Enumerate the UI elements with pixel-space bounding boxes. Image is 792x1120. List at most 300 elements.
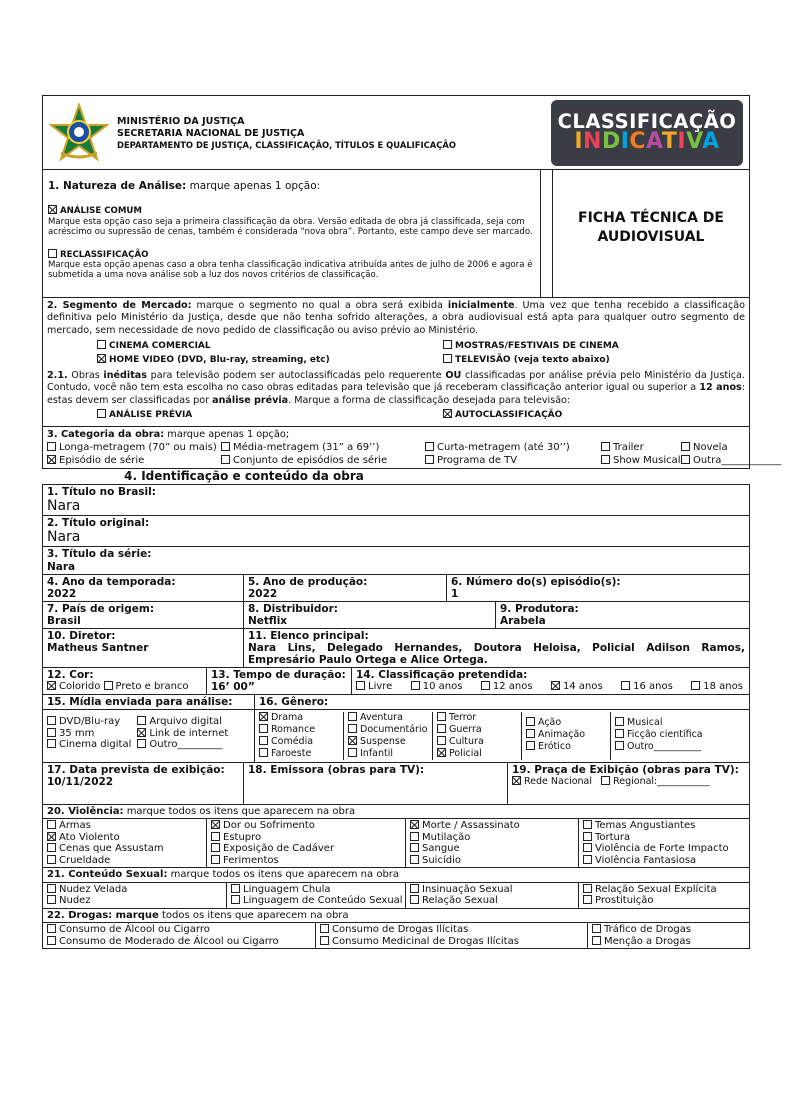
genre-option[interactable] (348, 736, 428, 748)
checkbox[interactable] (47, 895, 56, 904)
media-option[interactable] (137, 716, 228, 728)
checkbox[interactable] (437, 724, 446, 733)
option-label: Programa de TV (437, 454, 518, 466)
f5-label: 5. Ano de produção: (248, 575, 368, 588)
option-label: Documentário (360, 724, 428, 736)
option-label: 18 anos (703, 681, 743, 693)
s20-instr: marque todos os itens que aparecem na obra (126, 805, 356, 817)
checkbox[interactable] (583, 820, 592, 829)
s22-title: 22. Drogas: marque (47, 909, 159, 921)
option-label: 10 anos (422, 681, 463, 693)
genre-option[interactable] (348, 748, 428, 760)
checkbox[interactable] (583, 855, 592, 864)
option-label: Ficção científica (627, 729, 703, 741)
violence-option[interactable] (211, 843, 401, 855)
option-televisao[interactable] (443, 354, 610, 367)
violence-option[interactable] (211, 832, 401, 844)
option-label: Mutilação (422, 831, 471, 843)
genre-column (255, 712, 344, 760)
f19-opt1: Rede Nacional (524, 775, 592, 787)
violence-option[interactable] (583, 855, 745, 867)
option-label: 16 anos (633, 681, 673, 693)
rating-option[interactable] (356, 681, 392, 693)
option-label: Conjunto de episódios de série (233, 454, 388, 466)
checkbox[interactable] (47, 716, 56, 725)
checkbox[interactable] (47, 936, 56, 945)
checkbox[interactable] (231, 895, 240, 904)
option-label: Cinema digital (59, 739, 132, 751)
sexual-option[interactable] (47, 884, 222, 896)
option-label: Consumo de Moderado de Álcool ou Cigarro (59, 935, 279, 947)
checkbox-checked[interactable] (259, 712, 268, 721)
s3-title: 3. Categoria da obra: (47, 428, 165, 440)
violence-options (43, 819, 749, 868)
category-option[interactable] (47, 442, 221, 454)
option-label: Consumo de Drogas Ilícitas (332, 924, 469, 936)
option-cinema-comercial[interactable] (47, 340, 443, 353)
option-label: Tortura (595, 831, 631, 843)
checkbox[interactable] (411, 681, 420, 690)
sexual-option[interactable] (231, 884, 401, 896)
media-option[interactable] (137, 728, 228, 740)
field-titulo-serie[interactable] (43, 547, 749, 573)
s2-text-c: . Uma vez que tenha recebido a classificação definitiva pelo Ministério da Justiça, desde que não tenha sofrido alterações, a obra audiovisual está apta para qualquer outro segmento de mercado, sem necessidade de novo pedido de classificação ou aviso prévio ao Ministério. (47, 300, 745, 336)
option-home-video[interactable] (47, 354, 443, 367)
rating-option[interactable] (551, 681, 603, 693)
checkbox[interactable] (425, 442, 434, 451)
checkbox[interactable] (410, 895, 419, 904)
section-2-segmento (43, 298, 749, 427)
checkbox[interactable] (47, 884, 56, 893)
media-option[interactable] (47, 728, 131, 740)
checkbox-checked[interactable] (47, 455, 56, 464)
option-label: Temas Angustiantes (595, 820, 696, 832)
checkbox[interactable] (425, 455, 434, 464)
checkbox[interactable] (221, 442, 230, 451)
form-title: FICHA TÉCNICA DE AUDIOVISUAL (578, 210, 724, 245)
category-option[interactable] (601, 442, 681, 454)
checkbox[interactable] (601, 455, 610, 464)
violence-option[interactable] (47, 855, 202, 867)
violence-option[interactable] (211, 855, 401, 867)
checkbox[interactable] (48, 249, 57, 258)
f12-opt2: Preto e branco (115, 681, 189, 693)
option-label: Episódio de série (59, 454, 145, 466)
genre-option[interactable] (348, 712, 428, 724)
field-titulo-original[interactable] (43, 516, 749, 546)
form-header-block (42, 95, 782, 469)
field-numero-episodios[interactable] (446, 575, 749, 601)
sexual-option[interactable] (410, 884, 574, 896)
field-diretor[interactable] (43, 629, 243, 667)
checkbox[interactable] (211, 843, 220, 852)
checkbox[interactable] (47, 442, 56, 451)
field-genero (254, 695, 749, 710)
option-label: Outro_________ (149, 739, 223, 751)
category-option[interactable] (681, 454, 782, 467)
checkbox-checked[interactable] (211, 820, 220, 829)
option-autoclassificacao[interactable] (443, 409, 562, 422)
sexual-option[interactable] (410, 895, 574, 907)
sexual-column (405, 883, 578, 908)
option-label: Dor ou Sofrimento (223, 820, 315, 832)
option-label: Policial (449, 747, 482, 759)
checkbox[interactable] (615, 729, 624, 738)
s2-text-a: marque o segmento no qual a obra será exibida (196, 300, 443, 311)
category-option[interactable] (425, 455, 601, 467)
media-options (43, 710, 254, 762)
checkbox[interactable] (681, 455, 690, 464)
drugs-column (315, 923, 587, 948)
s2-text-b: inicialmente (447, 300, 515, 311)
f5-value[interactable]: 2022 (248, 587, 278, 600)
f11-value[interactable]: Nara Lins, Delegado Hernandes, Doutora Heloisa, Policial Adilson Ramos, Empresário Paulo Ortega e Alice Ortega. (248, 641, 745, 666)
checkbox[interactable] (583, 895, 592, 904)
logo-letter: D (601, 129, 621, 155)
s1-instr: marque apenas 1 opção: (189, 180, 321, 192)
rating-option[interactable] (411, 681, 463, 693)
checkbox[interactable] (320, 924, 329, 933)
checkbox[interactable] (348, 712, 357, 721)
genre-option[interactable] (615, 717, 703, 729)
s21-b: Obras (71, 369, 100, 381)
option-label: Comédia (271, 736, 314, 748)
violence-option[interactable] (410, 843, 574, 855)
f9-value[interactable]: Arabela (500, 614, 546, 627)
checkbox[interactable] (526, 729, 535, 738)
option-label: Show Musical (613, 454, 681, 466)
violence-option[interactable] (410, 832, 574, 844)
genre-option[interactable] (437, 748, 517, 760)
f1-value[interactable]: Nara (47, 498, 81, 515)
checkbox[interactable] (259, 736, 268, 745)
checkbox[interactable] (348, 748, 357, 757)
logo-letter: T (661, 129, 678, 155)
option-label: Suspense (360, 736, 406, 748)
checkbox[interactable] (410, 843, 419, 852)
checkbox[interactable] (211, 855, 220, 864)
checkbox[interactable] (526, 717, 535, 726)
section-3-categoria (43, 427, 782, 468)
option-label: Nudez (59, 895, 91, 907)
checkbox[interactable] (47, 855, 56, 864)
checkbox[interactable] (47, 843, 56, 852)
option-label: Crueldade (59, 854, 111, 866)
drugs-option[interactable] (47, 924, 311, 936)
s21-d: para televisão podem ser autoclassificadas pelo requerente (150, 369, 442, 381)
rating-option[interactable] (481, 681, 533, 693)
violence-option[interactable] (583, 832, 745, 844)
checkbox[interactable] (592, 924, 601, 933)
option-label: Consumo de Álcool ou Cigarro (59, 924, 210, 936)
option-analise-comum[interactable] (48, 205, 535, 216)
sexual-option[interactable] (583, 895, 745, 907)
genre-option[interactable] (615, 741, 703, 753)
sexual-option[interactable] (47, 895, 222, 907)
f2-label: 2. Título original: (47, 517, 150, 530)
s21-g: 12 anos (699, 382, 742, 394)
violence-column (43, 819, 206, 867)
media-option[interactable] (137, 739, 228, 751)
genre-option[interactable] (526, 741, 606, 753)
f6-value[interactable]: 1 (451, 587, 459, 600)
checkbox-checked[interactable] (47, 832, 56, 841)
checkbox[interactable] (437, 712, 446, 721)
category-option[interactable] (425, 442, 601, 454)
f17-value[interactable]: 10/11/2022 (47, 775, 114, 788)
option-label: 12 anos (492, 681, 533, 693)
f14-label: 14. Classificação pretendida: (356, 669, 528, 682)
logo-line1: CLASSIFICAÇÃO (557, 109, 737, 133)
option-label: Linguagem Chula (243, 883, 331, 895)
option-label: Curta-metragem (até 30’’) (437, 442, 570, 454)
opt2-label: RECLASSIFICAÇÃO (60, 249, 149, 260)
genre-option[interactable] (615, 729, 703, 741)
f12-label: 12. Cor: (47, 669, 94, 682)
violence-column (578, 819, 749, 867)
checkbox[interactable] (601, 442, 610, 451)
f10-label: 10. Diretor: (47, 629, 116, 642)
section-21-header (43, 868, 403, 882)
f3-value[interactable]: Nara (47, 560, 76, 573)
checkbox[interactable] (47, 924, 56, 933)
sexual-column (578, 883, 749, 908)
option-label: Linguagem de Conteúdo Sexual (243, 895, 403, 907)
checkbox-checked[interactable] (551, 681, 560, 690)
checkbox[interactable] (221, 455, 230, 464)
option-label: Cultura (449, 736, 484, 748)
checkbox[interactable] (615, 741, 624, 750)
violence-option[interactable] (47, 820, 202, 832)
violence-option[interactable] (47, 832, 202, 844)
checkbox[interactable] (356, 681, 365, 690)
f7-value[interactable]: Brasil (47, 614, 81, 627)
checkbox[interactable] (348, 724, 357, 733)
s1-title: 1. Natureza de Análise: (48, 180, 187, 192)
opt2-text: Marque esta opção apenas caso a obra tenha classificação indicativa atribuída antes de julho de 2006 e agora é submetida a uma nova análise sob a luz dos novos critérios de classificação. (48, 260, 533, 281)
checkbox[interactable] (681, 442, 690, 451)
logo-letter: C (629, 129, 647, 155)
field-data-exibicao[interactable] (43, 763, 243, 804)
checkbox-checked[interactable] (410, 820, 419, 829)
rating-option[interactable] (621, 681, 673, 693)
field-ano-producao[interactable] (243, 575, 446, 601)
drugs-option[interactable] (592, 924, 745, 936)
checkbox[interactable] (410, 855, 419, 864)
field-distribuidor[interactable] (243, 602, 495, 628)
s21-title: 21. Conteúdo Sexual: (47, 869, 168, 881)
genre-option[interactable] (348, 724, 428, 736)
secretariat-name: SECRETARIA NACIONAL DE JUSTIÇA (117, 128, 305, 140)
checkbox[interactable] (583, 884, 592, 893)
genre-options (254, 710, 749, 762)
section-22-header (43, 909, 353, 923)
violence-option[interactable] (410, 855, 574, 867)
genre-option[interactable] (437, 712, 517, 724)
field-titulo-brasil[interactable] (43, 485, 749, 515)
drugs-option[interactable] (592, 936, 745, 948)
checkbox[interactable] (410, 884, 419, 893)
genre-option[interactable] (437, 724, 517, 736)
option-mostras[interactable] (443, 340, 619, 353)
option-label: Infantil (360, 747, 394, 759)
checkbox[interactable] (47, 820, 56, 829)
identification-table (42, 484, 750, 949)
option-label: Cenas que Assustam (59, 843, 164, 855)
checkbox[interactable] (47, 739, 56, 748)
section-20-header (43, 805, 359, 819)
drugs-option[interactable] (320, 924, 583, 936)
checkbox[interactable] (583, 832, 592, 841)
violence-option[interactable] (583, 820, 745, 832)
violence-option[interactable] (211, 820, 401, 832)
drugs-options (43, 923, 749, 948)
checkbox[interactable] (615, 717, 624, 726)
logo-letter: I (677, 129, 687, 155)
f4-label: 4. Ano da temporada: (47, 575, 176, 588)
genre-option[interactable] (526, 717, 606, 729)
option-label: Faroeste (271, 747, 312, 759)
genre-option[interactable] (526, 729, 606, 741)
checkbox[interactable] (410, 832, 419, 841)
checkbox[interactable] (259, 748, 268, 757)
f8-value[interactable]: Netflix (248, 614, 288, 627)
checkbox[interactable] (137, 716, 146, 725)
f9-label: 9. Produtora: (500, 602, 579, 615)
f8-label: 8. Distribuidor: (248, 602, 339, 615)
checkbox[interactable] (583, 843, 592, 852)
option-label: Link de internet (149, 727, 229, 739)
header (43, 96, 749, 170)
genre-option[interactable] (259, 712, 339, 724)
option-label: Drama (271, 712, 304, 724)
checkbox[interactable] (259, 724, 268, 733)
option-regional[interactable] (601, 776, 709, 787)
category-option[interactable] (221, 442, 425, 454)
drugs-option[interactable] (47, 936, 311, 948)
s21-f: classificadas por análise prévia pelo Ministério da Justiça. Contudo, você não tem esta escolha no caso obras editadas para televisão que já receberam classificação anterior igual ou superior a (47, 369, 745, 394)
option-reclassificacao[interactable] (48, 249, 535, 260)
media-option[interactable] (47, 739, 131, 751)
field-classificacao-pretendida (351, 668, 749, 694)
field-emissora[interactable] (243, 763, 507, 804)
f17-label: 17. Data prevista de exibição: (47, 763, 225, 776)
checkbox[interactable] (211, 832, 220, 841)
checkbox[interactable] (47, 728, 56, 737)
option-label: Armas (59, 820, 91, 832)
ministry-name: MINISTÉRIO DA JUSTIÇA (117, 116, 245, 128)
option-label: 35 mm (59, 727, 95, 739)
option-analise-previa[interactable] (47, 409, 443, 422)
category-option[interactable] (681, 442, 751, 454)
checkbox[interactable] (231, 884, 240, 893)
option-label: Longa-metragem (70” ou mais) (59, 442, 217, 454)
option-label: Novela (693, 442, 728, 454)
checkbox-checked[interactable] (437, 748, 446, 757)
checkbox-checked[interactable] (348, 736, 357, 745)
s20-title: 20. Violência: (47, 805, 124, 817)
logo-line2 (574, 131, 719, 153)
checkbox[interactable] (621, 681, 630, 690)
logo-letter: A (646, 129, 662, 155)
drugs-option[interactable] (320, 936, 583, 948)
f19-opt2: Regional:___________ (613, 775, 710, 787)
checkbox[interactable] (691, 681, 700, 690)
option-label: Prostituição (595, 895, 654, 907)
f10-value[interactable]: Matheus Santner (47, 641, 149, 654)
f13-label: 13. Tempo de duração: (211, 669, 346, 682)
s2-title: 2. Segmento de Mercado: (47, 300, 192, 311)
sexual-option[interactable] (583, 884, 745, 896)
f6-label: 6. Número do(s) episódio(s): (451, 575, 621, 588)
logo-letter: N (583, 129, 602, 155)
checkbox-checked[interactable] (48, 205, 57, 214)
option-preto-branco[interactable] (104, 681, 189, 692)
genre-option[interactable] (437, 736, 517, 748)
option-label: 14 anos (562, 681, 603, 693)
option-label: Tráfico de Drogas (604, 924, 692, 936)
option-label: Livre (368, 681, 393, 693)
category-option[interactable] (47, 455, 221, 467)
opt-cinema: CINEMA COMERCIAL (109, 341, 211, 352)
option-label: Aventura (360, 712, 403, 724)
sexual-content-options (43, 883, 749, 909)
sexual-column (226, 883, 405, 908)
option-rede-nacional[interactable] (512, 776, 592, 787)
category-option[interactable] (221, 455, 425, 467)
checkbox[interactable] (437, 736, 446, 745)
category-option[interactable] (601, 455, 681, 467)
sexual-column (43, 883, 226, 908)
genre-option[interactable] (259, 736, 339, 748)
option-label: Ato Violento (59, 831, 120, 843)
field-produtora[interactable] (495, 602, 749, 628)
opt1-label: ANÁLISE COMUM (60, 206, 142, 217)
checkbox-checked[interactable] (137, 728, 146, 737)
option-colorido[interactable] (47, 681, 100, 692)
violence-option[interactable] (47, 843, 202, 855)
option-label: Trailer (613, 442, 644, 454)
genre-option[interactable] (259, 748, 339, 760)
department-name: DEPARTAMENTO DE JUSTIÇA, CLASSIFICAÇÃO, TÍTULOS E QUALIFICAÇÃO (117, 140, 456, 151)
opt-previa: ANÁLISE PRÉVIA (109, 410, 193, 421)
violence-option[interactable] (410, 820, 574, 832)
opt-mostras: MOSTRAS/FESTIVAIS DE CINEMA (455, 341, 619, 352)
violence-column (206, 819, 405, 867)
genre-option[interactable] (259, 724, 339, 736)
checkbox[interactable] (481, 681, 490, 690)
checkbox[interactable] (137, 739, 146, 748)
violence-option[interactable] (583, 843, 745, 855)
field-elenco[interactable] (243, 629, 749, 667)
field-pais-origem[interactable] (43, 602, 243, 628)
f4-value[interactable]: 2022 (47, 587, 77, 600)
field-duracao[interactable] (206, 668, 351, 694)
checkbox[interactable] (592, 936, 601, 945)
checkbox[interactable] (526, 741, 535, 750)
f13-value[interactable]: 16’ 00” (211, 681, 255, 694)
sexual-option[interactable] (231, 895, 401, 907)
f2-value[interactable]: Nara (47, 529, 81, 546)
checkbox[interactable] (320, 936, 329, 945)
option-label: Violência de Forte Impacto (595, 843, 729, 855)
field-ano-temporada[interactable] (43, 575, 243, 601)
rating-option[interactable] (691, 681, 743, 693)
section-1-natureza (43, 170, 541, 297)
option-label: Romance (271, 724, 316, 736)
opt-tv: TELEVISÃO (veja texto abaixo) (455, 355, 610, 366)
media-option[interactable] (47, 716, 131, 728)
